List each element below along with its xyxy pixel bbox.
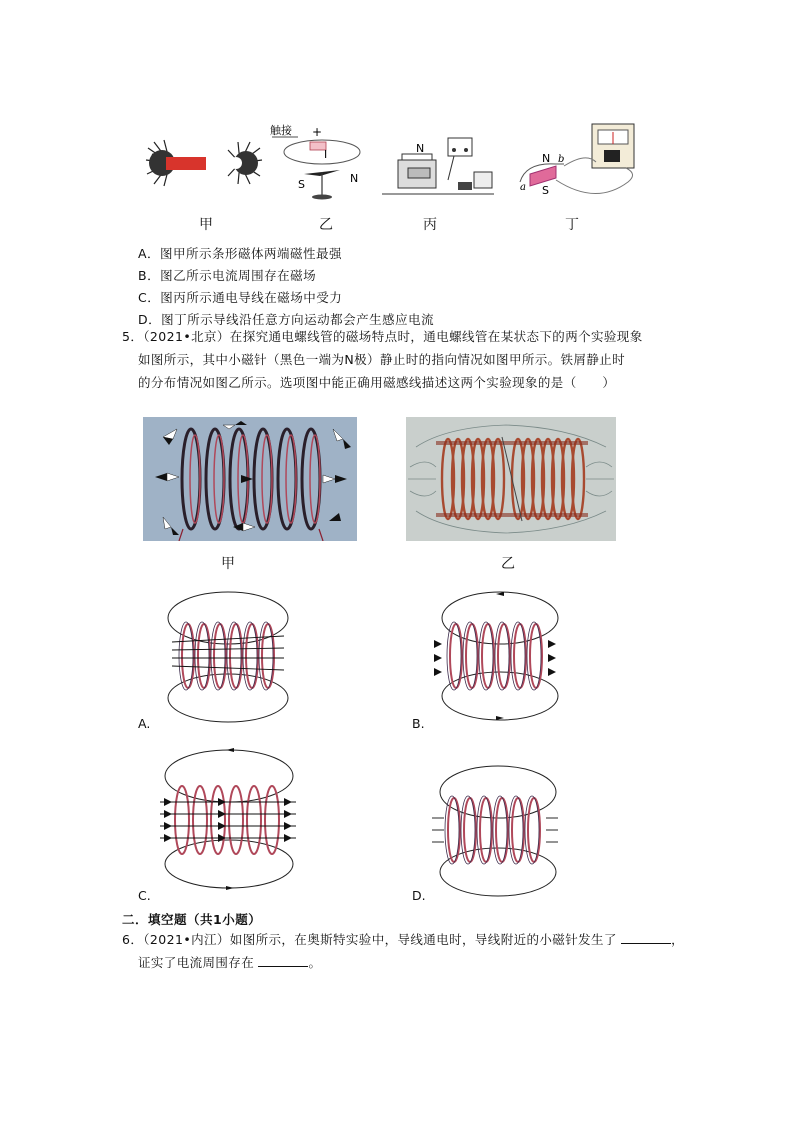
option-c-label: C.	[138, 888, 151, 903]
q4-option-c: C．图丙所示通电导线在磁场中受力	[138, 290, 343, 305]
option-a-diagram	[158, 590, 298, 724]
q6-line-2	[122, 951, 722, 974]
option-c-diagram	[156, 746, 302, 890]
q6-line-1	[122, 928, 722, 951]
q4-option-d: D．图丁所示导线沿任意方向运动都会产生感应电流	[138, 312, 435, 327]
figure-label-yi: 乙	[319, 217, 333, 233]
q6-text-2: 证实了电流周围存在	[138, 955, 255, 970]
option-b-diagram	[430, 590, 570, 724]
label-touch: 触接	[270, 124, 292, 137]
q6-text-2-after: 。	[308, 955, 322, 970]
q6-blank-2[interactable]	[258, 954, 308, 967]
figure-jia-magnet	[140, 138, 266, 188]
label-n: N	[542, 152, 551, 165]
section-2-title: 二．填空题（共1小题）	[122, 912, 262, 927]
q5-line-3: 的分布情况如图乙所示。选项图中能正确用磁感线描述这两个实验现象的是（ ）	[138, 375, 616, 390]
photo-label-jia: 甲	[221, 556, 235, 572]
figure-label-ding: 丁	[565, 217, 579, 233]
iron-filings-right	[228, 142, 262, 184]
q4-option-b: B．图乙所示电流周围存在磁场	[138, 268, 317, 283]
q4-option-a: A．图甲所示条形磁体两端磁性最强	[138, 246, 343, 261]
label-s: S	[542, 184, 549, 197]
option-a-label: A.	[138, 716, 151, 731]
label-s: S	[298, 178, 305, 191]
figure-bing-motor	[378, 130, 498, 202]
label-n: N	[350, 172, 359, 185]
bar-magnet	[166, 157, 206, 170]
option-d-label: D.	[412, 888, 426, 903]
q6-blank-1[interactable]	[621, 931, 671, 944]
figure-label-bing: 丙	[423, 217, 437, 233]
figure-ding-induction	[516, 122, 640, 206]
q5-line-1: 5．（2021•北京）在探究通电螺线管的磁场特点时，通电螺线管在某状态下的两个实验现象	[122, 329, 643, 344]
figure-yi-oersted	[270, 122, 370, 202]
label-plus: +	[312, 125, 323, 139]
label-n: N	[416, 142, 425, 155]
q5-line-2: 如图所示，其中小磁针（黑色一端为N极）静止时的指向情况如图甲所示。铁屑静止时	[138, 352, 626, 367]
option-d-diagram	[428, 764, 568, 898]
label-a: a	[520, 182, 526, 193]
figure-label-jia: 甲	[199, 217, 213, 233]
option-b-label: B.	[412, 716, 425, 731]
q6-stem	[122, 928, 722, 974]
q6-text-1: 6．（2021•内江）如图所示，在奥斯特实验中，导线通电时，导线附近的小磁针发生了	[122, 932, 617, 947]
label-current: I	[324, 148, 328, 161]
label-b: b	[558, 154, 565, 165]
photo-yi-solenoid-filings	[406, 417, 616, 541]
photo-label-yi: 乙	[501, 556, 515, 572]
solenoid-coil	[442, 439, 584, 519]
photo-jia-solenoid-compass	[143, 417, 357, 541]
q6-text-1-after: ，	[671, 932, 685, 947]
q5-stem	[122, 325, 702, 394]
